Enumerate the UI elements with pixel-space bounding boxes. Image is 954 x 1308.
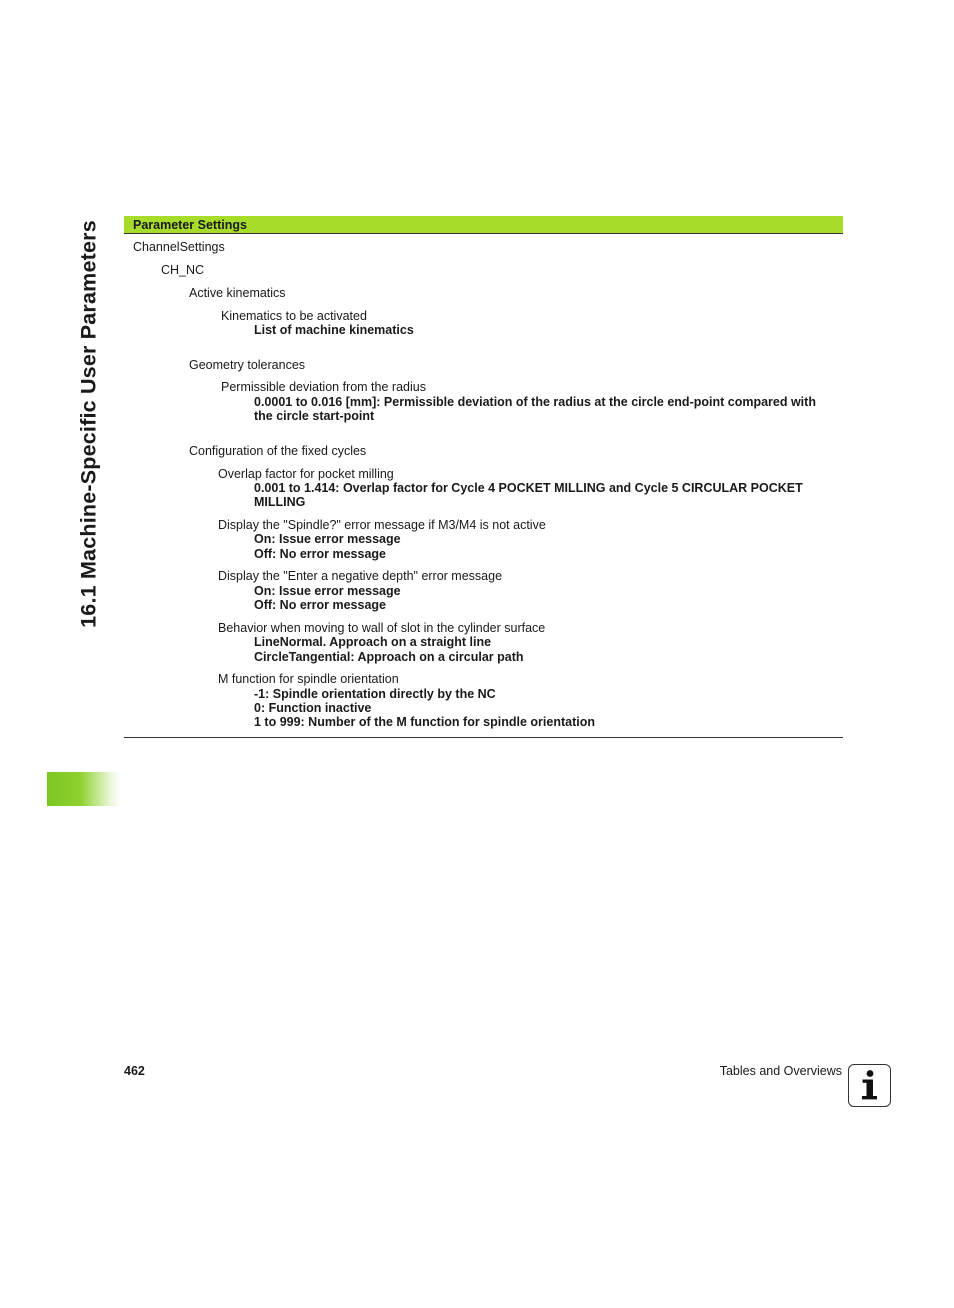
table-header bbox=[124, 216, 843, 234]
param-name: Display the "Spindle?" error message if M3/M4 is not active bbox=[218, 518, 546, 532]
chapter-side-title-text: 16.1 Machine-Specific User Parameters bbox=[76, 220, 101, 628]
param-name: Display the "Enter a negative depth" error message bbox=[218, 569, 503, 583]
param-value: 0.0001 to 0.016 [mm]: Permissible deviation of the radius at the circle end-point compared with bbox=[254, 395, 816, 409]
param-subgroup: CH_NC bbox=[161, 263, 205, 277]
param-name: Overlap factor for pocket milling bbox=[218, 467, 394, 481]
param-value: LineNormal. Approach on a straight line bbox=[254, 635, 492, 649]
param-value: Off: No error message bbox=[254, 547, 386, 561]
param-section: Active kinematics bbox=[189, 286, 286, 300]
param-group: ChannelSettings bbox=[133, 240, 225, 254]
param-value: Off: No error message bbox=[254, 598, 386, 612]
param-value: the circle start-point bbox=[254, 409, 375, 423]
table-header-label: Parameter Settings bbox=[133, 218, 247, 232]
param-value: List of machine kinematics bbox=[254, 323, 414, 337]
param-value: 0.001 to 1.414: Overlap factor for Cycle 4 POCKET MILLING and Cycle 5 CIRCULAR POCKET bbox=[254, 481, 803, 495]
param-value: -1: Spindle orientation directly by the NC bbox=[254, 687, 496, 701]
page-number: 462 bbox=[124, 1064, 145, 1078]
param-name: Behavior when moving to wall of slot in the cylinder surface bbox=[218, 621, 546, 635]
footer-section-title: Tables and Overviews bbox=[719, 1064, 842, 1078]
param-value: MILLING bbox=[254, 495, 306, 509]
param-name: M function for spindle orientation bbox=[218, 672, 399, 686]
chapter-tab-marker bbox=[47, 772, 121, 806]
param-value: CircleTangential: Approach on a circular path bbox=[254, 650, 524, 664]
param-name: Kinematics to be activated bbox=[221, 309, 367, 323]
param-value: On: Issue error message bbox=[254, 584, 401, 598]
param-value: 0: Function inactive bbox=[254, 701, 372, 715]
param-value: 1 to 999: Number of the M function for spindle orientation bbox=[254, 715, 595, 729]
param-section: Configuration of the fixed cycles bbox=[189, 444, 367, 458]
param-section: Geometry tolerances bbox=[189, 358, 306, 372]
info-icon-glyph bbox=[849, 1065, 889, 1105]
param-value: On: Issue error message bbox=[254, 532, 401, 546]
info-icon bbox=[848, 1064, 891, 1107]
param-name: Permissible deviation from the radius bbox=[221, 380, 426, 394]
table-bottom-rule bbox=[124, 737, 843, 738]
